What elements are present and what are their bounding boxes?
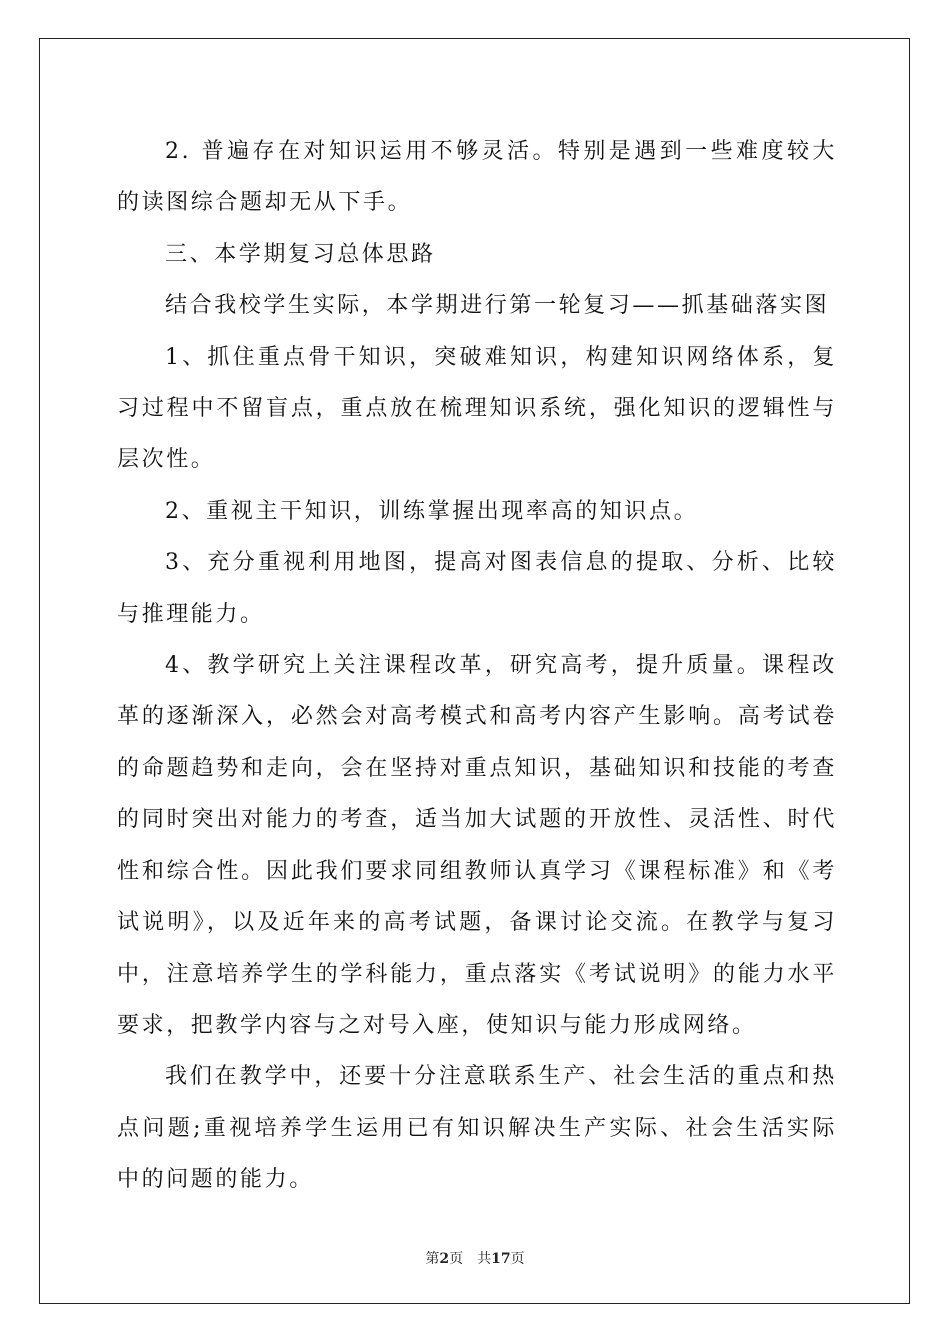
paragraph-2: 结合我校学生实际，本学期进行第一轮复习——抓基础落实图 xyxy=(165,293,830,319)
document-body xyxy=(117,126,837,1206)
paragraph-7: 我们在教学中，还要十分注意联系生产、社会生活的重点和热点问题;重视培养学生运用已有知识解决生产实际、社会生活实际中的问题的能力。 xyxy=(117,1064,837,1193)
paragraph-3: 1、抓住重点骨干知识，突破难知识，构建知识网络体系，复习过程中不留盲点，重点放在梳理知识系统，强化知识的逻辑性与层次性。 xyxy=(117,344,837,473)
paragraph-4: 2、重视主干知识，训练掌握出现率高的知识点。 xyxy=(165,498,699,524)
paragraph-1: 2. 普遍存在对知识运用不够灵活。特别是遇到一些难度较大的读图综合题却无从下手。 xyxy=(117,139,837,216)
page-footer xyxy=(0,1248,950,1268)
total-pages-label: 共17页 xyxy=(477,1251,525,1267)
page-number: 2 xyxy=(439,1251,450,1267)
total-pages: 17 xyxy=(491,1251,511,1267)
section-heading-3: 三、本学期复习总体思路 xyxy=(165,241,436,267)
paragraph-5: 3、充分重视利用地图，提高对图表信息的提取、分析、比较与推理能力。 xyxy=(117,550,837,627)
paragraph-6: 4、教学研究上关注课程改革，研究高考，提升质量。课程改革的逐渐深入，必然会对高考模式和高考内容产生影响。高考试卷的命题趋势和走向，会在坚持对重点知识，基础知识和技能的考查的同时突出对能力的考查，适当加大试题的开放性、灵活性、时代性和综合性。因此我们要求同组教师认真学习《课程标准》和《考试说明》，以及近年来的高考试题，备课讨论交流。在教学与复习中，注意培养学生的学科能力，重点落实《考试说明》的能力水平要求，把教学内容与之对号入座，使知识与能力形成网络。 xyxy=(117,653,837,1038)
page-number-label: 第2页 xyxy=(425,1251,464,1267)
